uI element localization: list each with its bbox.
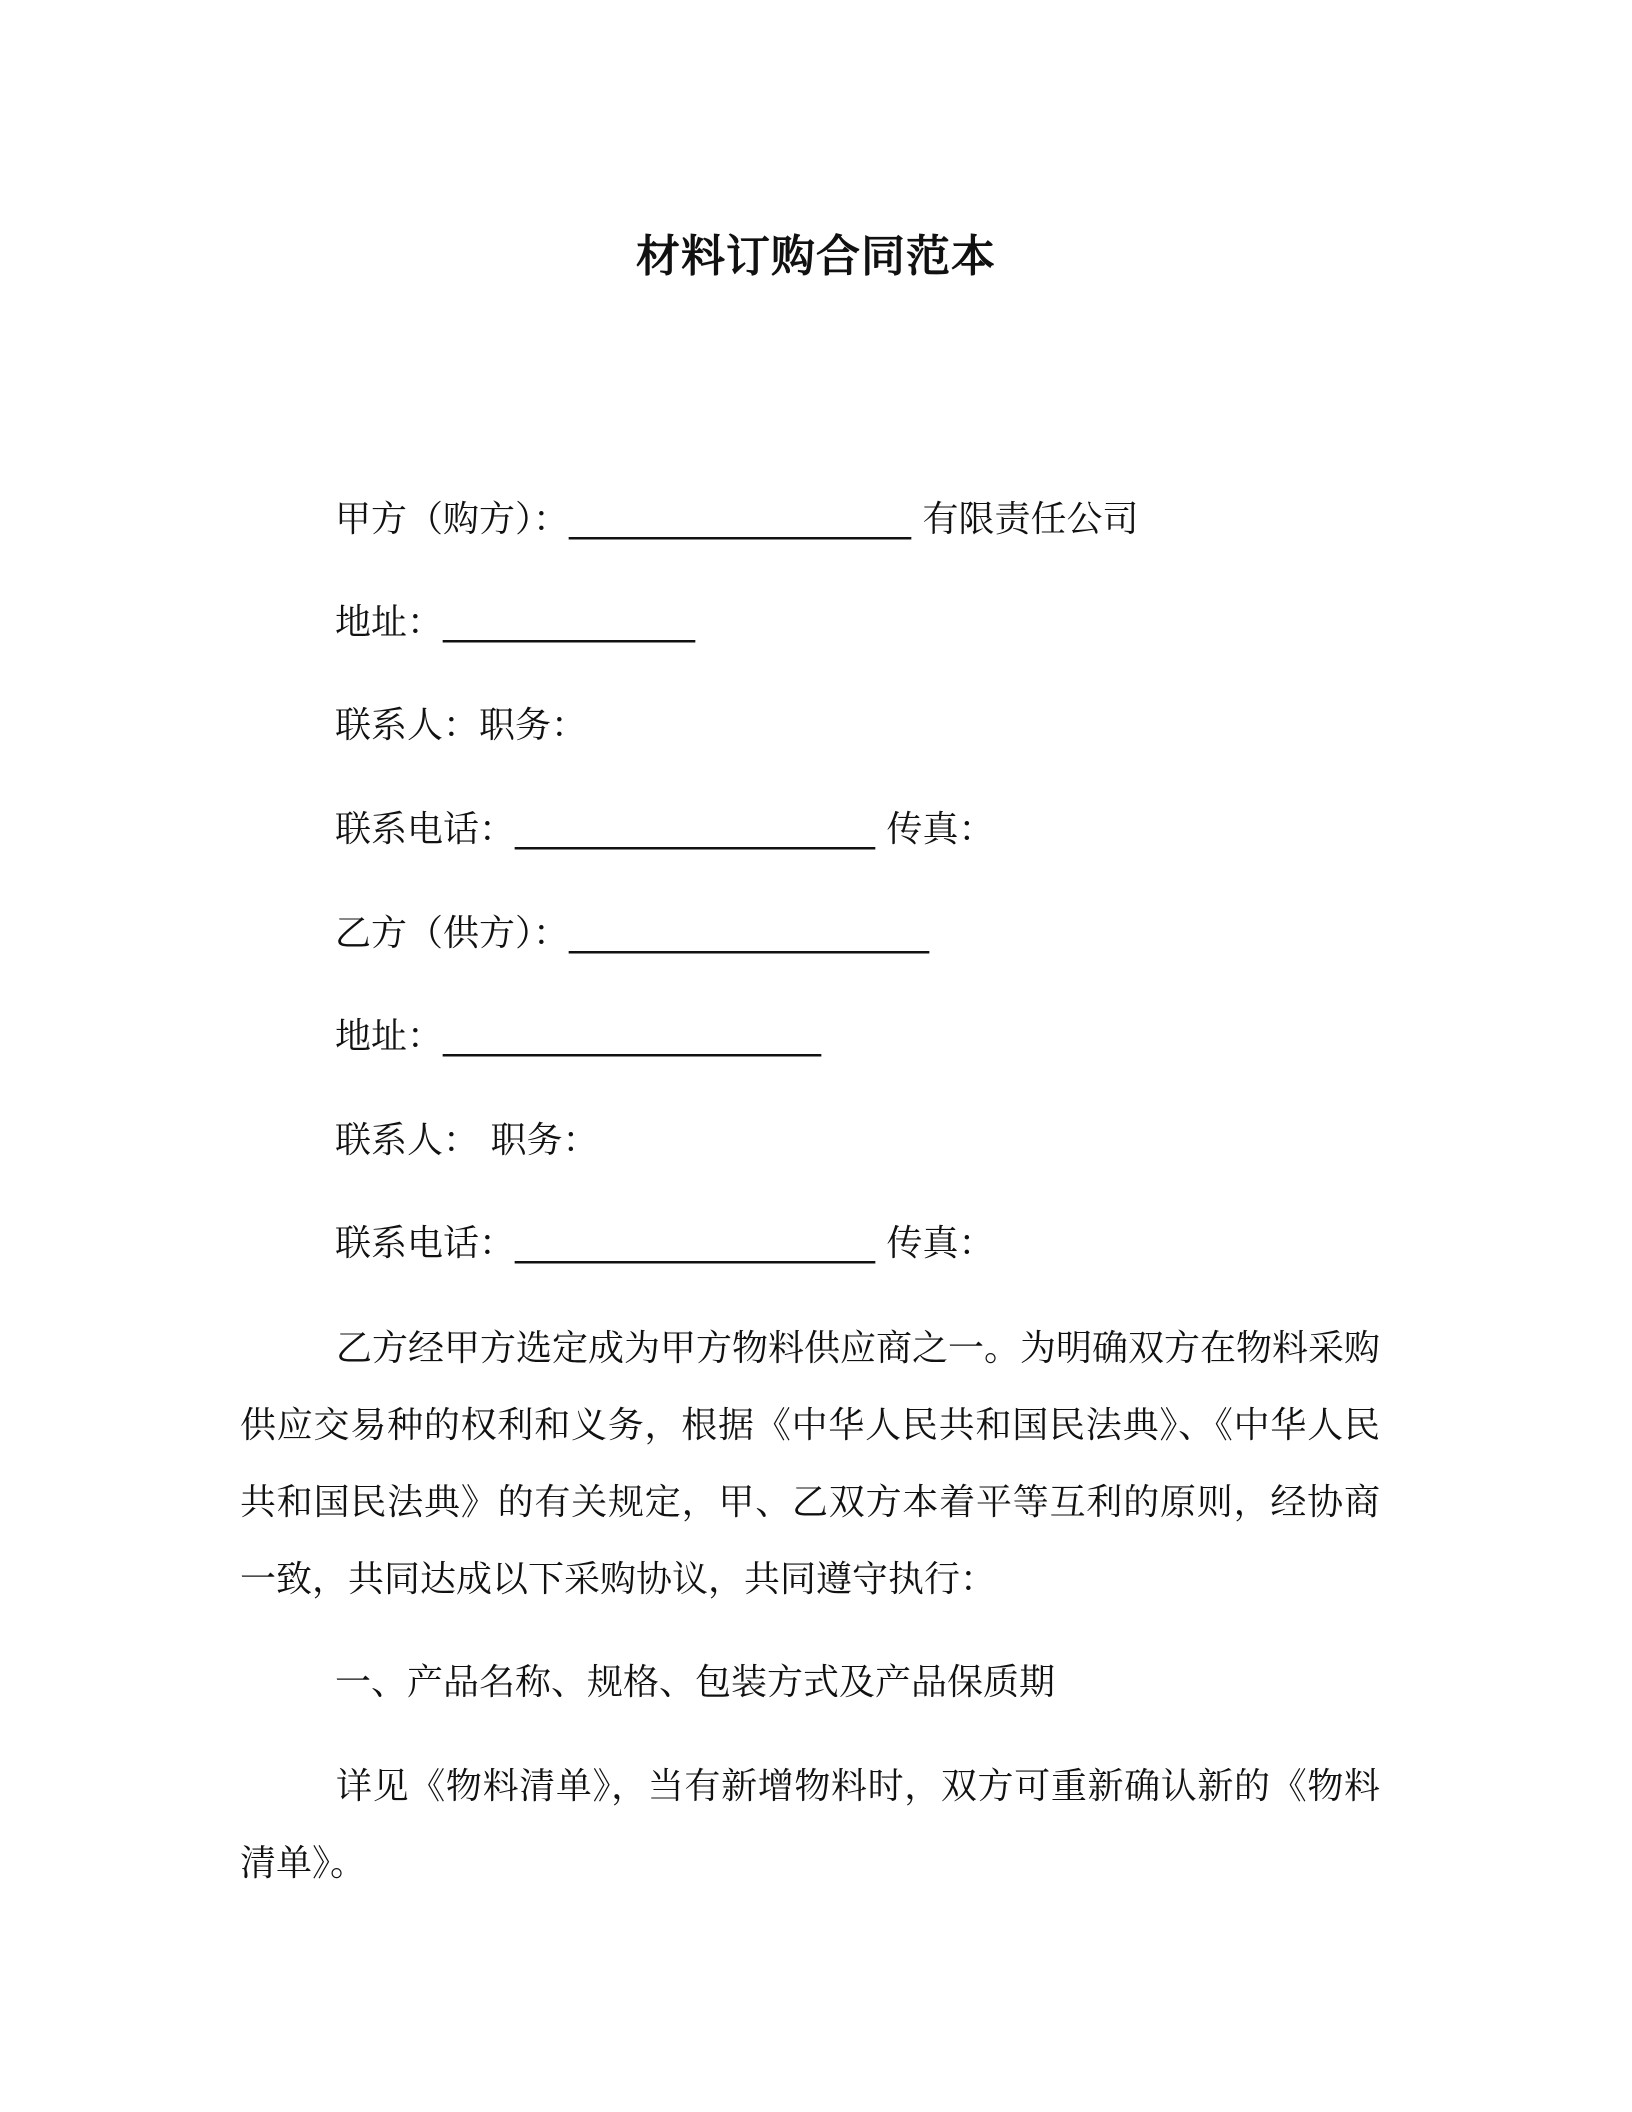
section-1-paragraph: 详见《物料清单》，当有新增物料时，双方可重新确认新的《物料清单》。 <box>240 1766 1380 1884</box>
party-b-address-line: 地址：_____________________ <box>335 1016 822 1057</box>
document-title: 材料订购合同范本 <box>636 231 996 282</box>
party-a-contact-line: 联系人：职务： <box>335 705 588 746</box>
party-b-name-line: 乙方（供方）：____________________ <box>335 913 930 954</box>
section-1-heading: 一、产品名称、规格、包装方式及产品保质期 <box>335 1662 1056 1703</box>
party-b-contact-line: 联系人： 职务： <box>335 1120 599 1161</box>
party-a-phone-line: 联系电话：____________________ 传真： <box>335 809 995 850</box>
party-b-phone-line: 联系电话：____________________ 传真： <box>335 1223 995 1264</box>
party-a-address-line: 地址：______________ <box>335 602 696 643</box>
party-a-name-line: 甲方（购方）：___________________ 有限责任公司 <box>335 499 1139 540</box>
intro-paragraph: 乙方经甲方选定成为甲方物料供应商之一。为明确双方在物料采购供应交易种的权利和义务，根据《中华人民共和国民法典》、《中华人民共和国民法典》的有关规定，甲、乙双方本着平等互利的原则，经协商一致，共同达成以下采购协议，共同遵守执行： <box>240 1328 1381 1600</box>
